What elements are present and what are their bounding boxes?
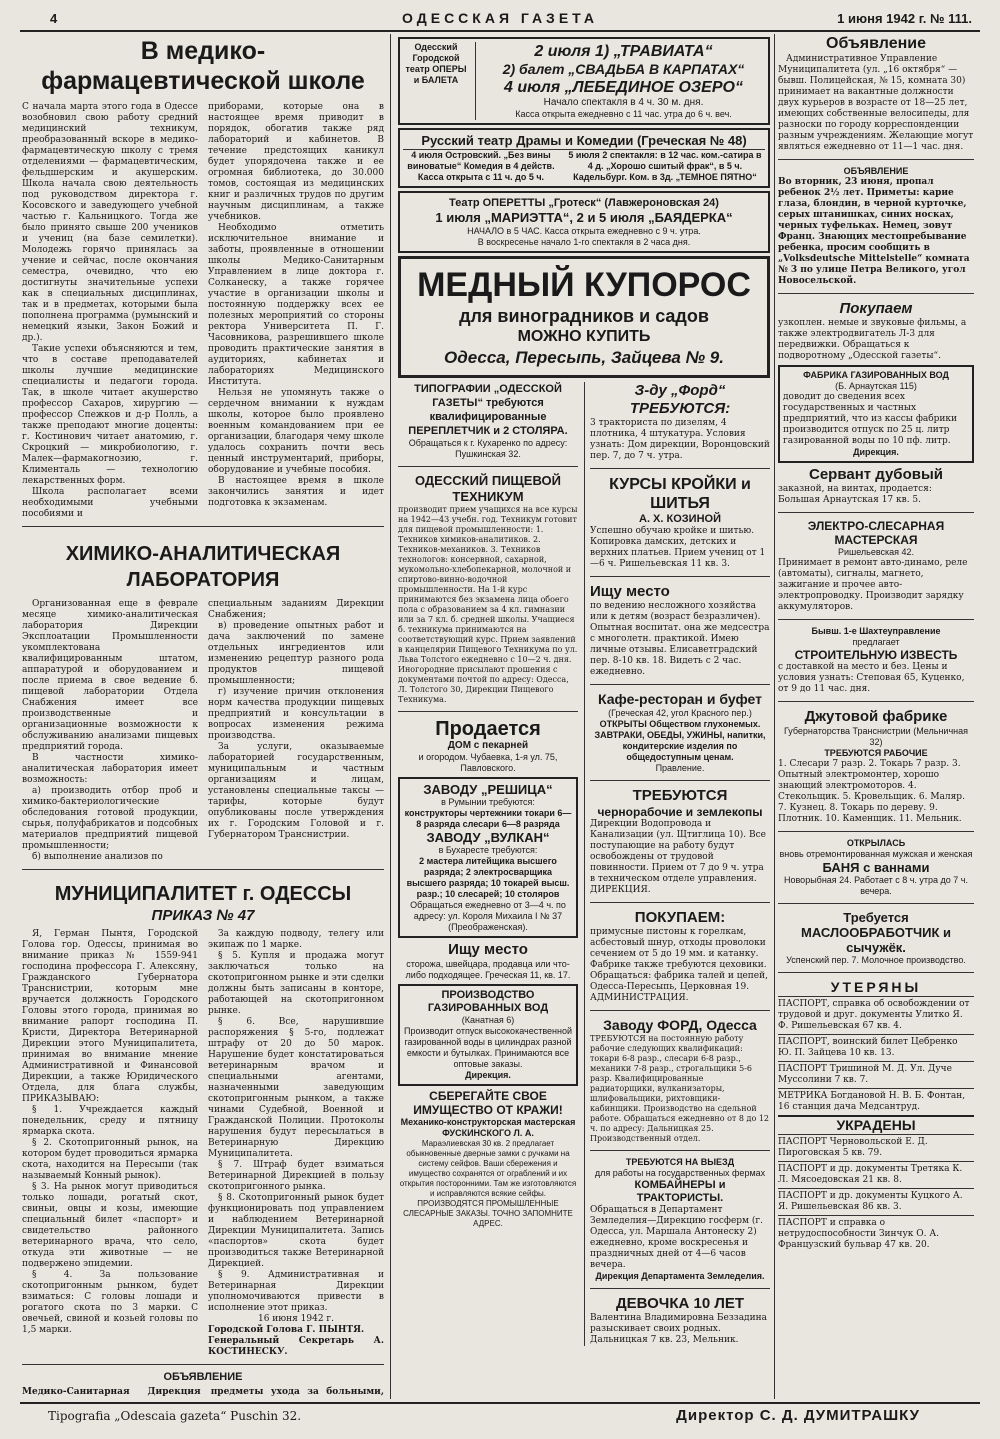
article-text: Необходимо отметить исключительное внимание и заботы, проявленные в отношении школы Медико-Санитарным Управлением в лице доктора г. Солканеску, а также горячее участие в организации школы и постоянную поддержку всех ее полезных мероприятий со стороны ректора Университета П. Г. Часовникова, разрешившего школе проводить практические занятия в аудиториях, кабинетах и лабораториях Медицинского Института. — [208, 223, 384, 387]
ad-sub: в Румынии требуются: — [441, 797, 535, 807]
ad-sub: в Бухаресте требуются: — [438, 845, 538, 855]
ad-title: Джутовой фабрике — [804, 708, 948, 725]
ad-line: 2 июля 1) „ТРАВИАТА“ — [534, 43, 713, 60]
article-title: ХИМИКО-АНАЛИТИЧЕСКАЯ ЛАБОРАТОРИЯ — [65, 543, 341, 591]
section-title: УТЕРЯНЫ — [830, 979, 922, 995]
article-text: За услуги, оказываемые лабораторией государственным, муниципальным и частным организациям и лицам, установлены специальные таксы — тарифы, которые будут опубликованы после утверждения их г. Городским Головой и г. Губернатором Транснистрии. — [208, 742, 384, 840]
article-text: специальным заданиям Дирекции Снабжения; — [208, 599, 384, 620]
ad-sign: Дирекция. — [853, 447, 899, 457]
ad-line: Одесса, Пересыпь, Зайцева № 9. — [444, 348, 724, 367]
article-text: § 2. Скотопригонный рынок, на котором будет проводиться ярмарка скота, находится на Пересыпи (так называемый Конный рынок). — [22, 1138, 198, 1181]
article-text: Медико-Санитарная Дирекция — [22, 1387, 201, 1397]
ad-text: конструкторы чертежники токари 6—8 разряда слесари 6—8 разряда — [404, 808, 572, 829]
ad-title: ТРЕБУЮТСЯ РАБОЧИЕ — [824, 748, 928, 758]
ad-jute-factory — [778, 708, 974, 825]
article-text: С начала марта этого года в Одессе возобновил свою работу средний медицинский техникум, преобразованный вскоре в медико-фармацевтическую школу с тремя отделениями — фармацевтическим, фельдшерским и акушерским. Школа начала свою деятельность под руководством директора г. Косовского и заведующего учебной частью г. Кальницкого. Тогда же было принято свыше 200 учеников и учениц (на базе семилетки). Молодежь горячо принялась за учение и сейчас, после окончания семестра, очевидно, что ею достигнуты значительные успехи как в специальных дисциплинах, так и в предметах, которыми была пополнена программа (румынский и немецкий языки, Закон Божий и др.). — [22, 102, 198, 343]
signature: Генеральный Секретарь А. КОСТИНЕСКУ. — [208, 1336, 384, 1357]
ad-title: ЗАВОДУ „РЕШИЦА“ — [423, 782, 553, 797]
article-text: § 4. За пользование скотопригонным рынком, будет взиматься: С головы лошади и рогатого скота по 3 марки. С овечьей, свиной и козьей головы по 1,5 марки. — [22, 1270, 198, 1335]
article-text: приборами, которые она в настоящее время приводит в порядок, обогатив также ряд лабораторий и кабинетов. В течение предстоящих каникул будет упорядочена также и ее огромная библиотека, до 30.000 томов, состоящая из медицинских книг и различных трудов по другим научным дисциплинам, а также учебников. — [208, 102, 384, 222]
divider — [590, 1288, 770, 1289]
ad-ford-workers — [590, 382, 770, 462]
ad-text: Производит отпуск высококачественной газированной воды в цилиндрах разной емкости и бутылках. Принимаются все оптовые заказы. — [404, 1026, 572, 1069]
ad-job-seek-guard — [398, 941, 578, 981]
ad-text: Обращаться в Департамент Земледелия—Дирекцию госферм (г. Одесса, ул. Маршала Антонеску 2) ежедневно, кроме воскресенья и праздничных дней от 4—6 часов вечера. — [590, 1205, 764, 1270]
ad-sub: чернорабочие и землекопы — [597, 805, 763, 819]
divider — [590, 1010, 770, 1011]
lost-documents — [778, 979, 974, 1115]
article-text: § 3. На рынок могут приводиться только лошади, рогатый скот, свиньи, овцы и козы, имеющие специальный билет «паспорт» и свидетельство районного ветеринарного врача, что село, откуда эти животные — не подвержено эпидемии. — [22, 1182, 198, 1269]
divider — [590, 1150, 770, 1151]
divider — [590, 576, 770, 577]
ad-title: Кафе-ресторан и буфет — [598, 691, 762, 707]
ad-title: Бывш. 1-е Шахтеуправление — [811, 626, 941, 636]
ad-job-seek-nurse — [590, 583, 770, 678]
divider — [778, 831, 974, 832]
ad-title: ЗАВОДУ „ВУЛКАН“ — [426, 830, 550, 845]
list-item: ПАСПОРТ и др. документы Третяка К. Л. Мясоедовская 21 кв. 8. — [778, 1161, 974, 1188]
ad-title: КОМБАЙНЕРЫ и ТРАКТОРИСТЫ. — [634, 1179, 726, 1204]
ad-operetta — [398, 191, 770, 253]
ad-electro-workshop — [778, 519, 974, 613]
ad-title: ТРЕБУЮТСЯ НА ВЫЕЗД — [625, 1157, 735, 1167]
middle-column — [398, 34, 770, 1399]
ad-typography — [398, 382, 578, 460]
article-text: Нельзя не упомянуть также о сердечном внимании к нуждам школы, которое было проявлено военным командованием при ее организации, благодаря чему школе удалось сохранить почти весь ценный инструментарий, приборы, оборудование и учебные пособия. — [208, 388, 384, 475]
ad-title: ОБЪЯВЛЕНИЕ — [843, 166, 909, 176]
ad-text: Успенский пер. 7. Молочное производство. — [786, 955, 966, 965]
ad-title: ОТКРЫЛАСЬ — [846, 838, 906, 848]
ad-drama-theatre — [398, 128, 770, 188]
ad-sub: для работы на государственных фермах — [594, 1168, 766, 1178]
divider — [590, 468, 770, 469]
ad-text: Административное Управление Муниципалитета (ул. „16 октября“ — бывш. Полицейская, № 15, комната 30) принимает на вакантные должности двух курьеров в возрасте от 18—25 лет, имеющих собственные велосипеды, для разноски по городу корреспонденции разным учреждениям. Желающие могут являться ежедневно от 11—1 час. дня. — [778, 54, 974, 152]
divider — [590, 780, 770, 781]
article-title: МУНИЦИПАЛИТЕТ г. ОДЕССЫ — [54, 883, 352, 905]
ad-title: ЭЛЕКТРО-СЛЕСАРНАЯ МАСТЕРСКАЯ — [807, 519, 945, 547]
ad-text: заказной, на винтах, продается: Большая Арнаутская 17 кв. 5. — [778, 484, 932, 505]
ad-text: Дирекции Водопровода и Канализации (ул. Щтиглица 10). Все поступающие на работу будут освобождены от трудовой повинности. Прием от 7 до 9 ч. утра в техническом отделе управления. ДИРЕКЦИЯ. — [590, 819, 766, 895]
ad-text: ОТКРЫТЫ Обществом глухонемых. ЗАВТРАКИ, ОБЕДЫ, УЖИНЫ, напитки, кондитерские изделия по общедоступным ценам. — [594, 719, 766, 762]
article-text: Такие успехи объясняются и тем, что в составе преподавателей школы лучшие медицинские специалисты и педагоги города. Так, в школе читает акушерство профессор Сахаров, хирургию — профессор Спежков и д-р Полль, а также преподают многие доценты: г. Костинович читает анатомию, г. Скроцкий — микробиологию, г. Малек—фармакогнозию, г. Клименталь — технологию лекарственных форм. — [22, 344, 198, 486]
left-column — [22, 34, 384, 1399]
ad-text: 5 июля 2 спектакля: в 12 час. ком.-сатира в 4 д. „Хорошо сшитый фрак“, в 5 ч. Кадельбург. Ком. в 3д. „ТЕМНОЕ ПЯТНО“ — [568, 150, 762, 182]
signature: Городской Голова Г. ПЫНТЯ. — [208, 1325, 365, 1335]
list-item: ПАСПОРТ Тришиной М. Д. Ул. Дуче Муссолини 7 кв. 7. — [778, 1061, 974, 1088]
article-text: б) выполнение анализов по — [32, 852, 163, 862]
article-medical-school — [22, 36, 384, 520]
ad-text: по ведению несложного хозяйства или к детям (возраст безразличен). Опытная воспитат. она же медсестра с многолетн. практикой. Имею личные отзывы. Елисаветградский пер. 8-10 кв. 18. Видеть с 2 час. ежедневно. — [590, 601, 770, 677]
divider — [778, 619, 974, 620]
ad-line: Начало спектакля в 4 ч. 30 м. дня. — [543, 97, 704, 108]
ad-sign: Дирекция. — [465, 1070, 511, 1080]
ad-title: ФАБРИКА ГАЗИРОВАННЫХ ВОД — [803, 370, 949, 380]
ad-text: сторожа, швейцара, продавца или что-либо подходящее. Греческая 11, кв. 17. — [405, 959, 571, 980]
order-number: ПРИКАЗ № 47 — [151, 907, 255, 924]
printer-credit: Tipografia „Odescaia gazeta“ Puschin 32. — [48, 1409, 302, 1423]
divider — [22, 869, 384, 870]
list-item: МЕТРИКА Богдановой Н. В. Б. Фонтан, 16 станция дача Медсантруд. — [778, 1088, 974, 1115]
ad-house-sale — [398, 718, 578, 774]
column-divider — [774, 34, 775, 1399]
ad-sewing-courses — [590, 475, 770, 570]
ad-sub: Ришельевская 42. — [837, 547, 915, 557]
article-text: § 7. Штраф будет взиматься Ветеринарной Дирекцией в пользу скотопригонного рынка. — [208, 1160, 384, 1192]
ad-missing-girl — [590, 1295, 770, 1346]
page-number: 4 — [50, 11, 58, 26]
column-divider — [390, 34, 391, 1399]
ad-soda-factory — [778, 365, 974, 463]
ad-title: СБЕРЕГАЙТЕ СВОЕ ИМУЩЕСТВО ОТ КРАЖИ! — [413, 1089, 563, 1117]
article-text: § 1. Учреждается каждый понедельник, среду и пятницу ярмарка скота. — [22, 1105, 198, 1137]
ad-title: Покупаем — [839, 300, 913, 317]
article-text: § 6. Все, нарушившие распоряжения § 5-го, подлежат штрафу от 20 до 50 марок. Нарушение будет констатироваться ветеринарным врачом и специальными агентами, назначенными заведующим скотопригонным рынком, а также чинами Судебной, Военной и Гражданской Полиции. Протоколы нарушения будут пересылаться в Ветеринарную Дирекцию Муниципалитета. — [208, 1017, 384, 1159]
ad-text: и огородом. Чубаевка, 1-я ул. 75, Павловского. — [418, 752, 558, 773]
footer — [20, 1402, 980, 1432]
ad-title: Театр ОПЕРЕТТЫ „Гротеск“ (Лавжероновская 24) — [449, 197, 719, 209]
ad-copper-sulfate — [398, 256, 770, 378]
ad-title: З-ду „Форд“ ТРЕБУЮТСЯ: — [629, 382, 731, 417]
article-text: § 8. Скотопригонный рынок будет функционировать под управлением и наблюдением Ветеринарной Дирекции Муниципалитета. Запись «паспортов» скота будет производиться также Ветеринарной Дирекцией. — [208, 1193, 384, 1269]
ad-sub: предлагает — [852, 637, 900, 647]
article-text: в) проведение опытных работ и дача заключений по замене отдельных ингредиентов или изменению рецептур разного рода продуктов пищевой промышленности; — [208, 621, 384, 686]
article-text: § 5. Купля и продажа могут заключаться только на скотопригонном рынке и эти сделки должны быть записаны в конторе, работающей на скотопригонном рынке. — [208, 951, 384, 1016]
divider — [22, 1364, 384, 1365]
ad-sub: А. Х. КОЗИНОЙ — [639, 513, 721, 525]
article-title: В медико-фармацевтической школе — [41, 37, 365, 95]
article-title: ОБЪЯВЛЕНИЕ — [163, 1371, 243, 1383]
ad-title: КУРСЫ КРОЙКИ и ШИТЬЯ — [609, 476, 751, 512]
ad-title: Ищу место — [448, 941, 528, 958]
ad-line: 1 июля „МАРИЭТТА“, 2 и 5 июля „БАЯДЕРКА“ — [435, 210, 733, 225]
divider — [22, 526, 384, 527]
ad-text: ТИПОГРАФИИ „ОДЕССКОЙ ГАЗЕТЫ“ требуются квалифицированные ПЕРЕПЛЕТЧИК и 2 СТОЛЯРА. — [408, 383, 568, 437]
ad-title: СТРОИТЕЛЬНУЮ ИЗВЕСТЬ — [794, 648, 958, 662]
article-text: За каждую подводу, телегу или экипаж по 1 марке. — [208, 929, 384, 950]
ad-title: Ищу место — [590, 583, 670, 600]
ad-title: Сервант дубовый — [808, 466, 943, 483]
ad-food-technikum — [398, 473, 578, 705]
list-item: ПАСПОРТ и др. документы Куцкого А. Я. Ришельевская 86 кв. 3. — [778, 1188, 974, 1215]
ad-text: ТРЕБУЮТСЯ на постоянную работу рабочие следующих квалификаций: токари 6-8 разр., слесари 6-8 разр., механики 7-8 разр., строгальщики 5-6 разр. Квалифицированные радиаторщики, вулканизаторы, шлифовальщики, рихтовщики-кабинщики. Производство на сдельной работе. Обращаться ежедневно от 8 до 12 ч. по адресу: Дальницкая 25. Производственный отдел. — [590, 1034, 769, 1143]
ad-text: с доставкой на место и без. Цены и условия узнать: Степовая 65, Куценко, от 9 до 11 час. дня. — [778, 662, 965, 694]
ad-lime — [778, 626, 974, 695]
divider — [590, 684, 770, 685]
article-text: предметы ухода за больными, — [210, 1387, 384, 1397]
ad-ford-factory — [590, 1017, 770, 1144]
right-column — [778, 34, 974, 1399]
ad-line: В воскресенье начало 1-го спектакля в 2 часа дня. — [477, 237, 691, 247]
list-item: ПАСПОРТ, воинский билет Цебренко Ю. П. Зайцева 10 кв. 13. — [778, 1034, 974, 1061]
director-credit: Директор С. Д. ДУМИТРАШКУ — [676, 1407, 920, 1424]
ad-sideboard — [778, 466, 974, 506]
list-item: ПАСПОРТ Черновольской Е. Д. Пироговская 5 кв. 79. — [778, 1134, 974, 1161]
article-text: В частности химико-аналитическая лаборатория имеет возможность: — [22, 753, 198, 785]
ad-text: Во вторник, 23 июня, пропал ребенок 2½ лет. Приметы: карие глаза, блондин, в черной курточке, серых штанишках, синих носках, черных туфельках. Немец, зовут Франц. Знающих местопребывание ребенка, просим сообщить в „Volksdeutsche Mittelstelle“ комната № 3 по улице Петра Великого, угол Новосельской. — [778, 177, 970, 286]
ad-title: ПОКУПАЕМ: — [634, 909, 726, 926]
article-announcement — [22, 1371, 384, 1399]
ad-title: Заводу ФОРД, Одесса — [603, 1017, 757, 1033]
order-date: 16 июня 1942 г. — [257, 1314, 335, 1324]
article-text: Организованная еще в феврале месяце химико-аналитическая лаборатория Дирекции Эксплоатации Промышленности укомплектована квалифицированным штатом, аппаратурой и оборудованием и после приема в свое ведение б. пищевой лаборатории Отдела Снабжения имеет все производственные и организационные возможности к обслуживанию анализами пищевых предприятий города. — [22, 599, 198, 752]
ad-line: МОЖНО КУПИТЬ — [517, 328, 651, 345]
ad-water-workers — [590, 787, 770, 896]
ad-title: БАНЯ с ваннами — [822, 860, 930, 875]
ad-text: Новорыбная 24. Работает с 8 ч. утра до 7 ч. вечера. — [784, 875, 968, 896]
article-municipal-order — [22, 882, 384, 1358]
ad-title: Русский театр Драмы и Комедии (Греческая № 48) — [403, 133, 765, 150]
divider — [778, 293, 974, 294]
article-text: а) производить отбор проб и химико-бактериологические обследования готовой продукции, сырья, полуфабрикатов и подсобных материалов предприятий пищевой промышленности; — [22, 786, 198, 851]
ad-text: примусные пистоны к горелкам, асбестовый шнур, отходы проволоки сечением от 5 до 19 мм. и катанку. Фабрике также требуются цеховики. Обращаться: фабрика талей и цепей, Одесса-Пересыпь, Церковная 19. АДМИНИСТРАЦИЯ. — [590, 927, 768, 1003]
divider — [778, 972, 974, 973]
ad-resita-vulcan — [398, 777, 578, 938]
ad-sign: Правление. — [655, 763, 705, 773]
ad-text: Обращаться к г. Кухаренко по адресу: Пушкинская 32. — [408, 438, 568, 459]
ad-title: ОДЕССКИЙ ПИЩЕВОЙ ТЕХНИКУМ — [414, 473, 561, 504]
article-text: § 9. Административная и Ветеринарная Дирекции уполномочиваются привести в исполнение этот приказ. — [208, 1270, 384, 1313]
ad-title: Требуется МАСЛООБРАБОТЧИК и сычужёк. — [801, 910, 951, 955]
article-text: Школа располагает всеми необходимыми учебными пособиями и — [22, 487, 198, 519]
ad-buying-films — [778, 300, 974, 362]
ad-text: Успешно обучаю кройке и шитью. Копировка дамских, детских и верхних платьев. Прием учениц от 1—6 ч. Ришельевская 11 кв. 3. — [590, 526, 766, 569]
article-text: В настоящее время в школе закончились занятия и идет подготовка к экзаменам. — [208, 476, 384, 508]
ad-sub: вновь отремонтированная мужская и женская — [779, 849, 973, 859]
ad-title: Одесский Городской театр ОПЕРЫ и БАЛЕТА — [405, 42, 467, 85]
ad-sub: Механико-конструкторская мастерская ФУСКИНСКОГО Л. А. — [400, 1117, 576, 1138]
ad-text: 1. Слесари 7 разр. 2. Токарь 7 разр. 3. Опытный электромонтер, хорошо знающий электромоторов. 4. Стекольщик. 5. Кровельщик. 6. Маляр. 7. Кузнец. 8. Токарь по дереву. 9. Плотник. 10. Каменщик. 11. Мельник. — [778, 759, 965, 824]
ad-combine-operators — [590, 1157, 770, 1282]
divider — [778, 159, 974, 160]
newspaper-title: ОДЕССКАЯ ГАЗЕТА — [402, 10, 598, 26]
ad-text: 3 тракториста по дизелям, 4 плотника, 4 штукатура. Условия узнать: Дом дирекции, Воронцовский пер. 7, до 7 ч. утра. — [590, 418, 770, 461]
ad-text: Обращаться ежедневно от 3—4 ч. по адресу: ул. Короля Михаила I № 37 (Преображенская). — [410, 900, 566, 932]
ad-title: ДЕВОЧКА 10 ЛЕТ — [615, 1295, 745, 1312]
divider — [590, 902, 770, 903]
ad-protect-property — [398, 1089, 578, 1229]
ad-title: Продается — [435, 718, 541, 740]
ad-line: 4 июля „ЛЕБЕДИНОЕ ОЗЕРО“ — [504, 79, 743, 96]
article-text: г) изучение причин отклонения норм качества продукции пищевых предприятий и консультации в вопросах изменения режима производства. — [208, 687, 384, 741]
ad-sign: Дирекция Департамента Земледелия. — [595, 1271, 765, 1281]
divider — [778, 512, 974, 513]
ad-sub: (Канатная 6) — [461, 1015, 515, 1025]
ad-missing-child — [778, 166, 974, 287]
ad-opera-theatre — [398, 37, 770, 125]
ad-line: 2) балет „СВАДЬБА В КАРПАТАХ“ — [502, 61, 745, 77]
ad-butter-maker — [778, 910, 974, 966]
ad-text: 2 мастера литейщика высшего разряда; 2 электросварщика высшего разряда; 10 токарей высш. разр.; 10 слесарей; 10 столяров — [406, 856, 570, 899]
section-title: УКРАДЕНЫ — [778, 1115, 974, 1134]
ad-text: 4 июля Островский. „Без вины виноватые“ Комедия в 4 действ. Касса открыта с 11 ч. до 5 ч. — [407, 150, 555, 182]
masthead — [20, 8, 980, 32]
article-chemical-lab — [22, 541, 384, 863]
ad-title: МЕДНЫЙ КУПОРОС — [417, 266, 751, 304]
ad-line: НАЧАЛО в 5 ЧАС. Касса открыта ежедневно с 9 ч. утра. — [467, 226, 701, 236]
ad-couriers — [778, 34, 974, 153]
ad-text: Принимает в ремонт авто-динамо, реле (автоматы), сигналы, магнето, зажигание и прочее авто-электропроводку. Производит зарядку аккумуляторов. — [778, 558, 968, 612]
ad-title: Объявление — [826, 35, 926, 52]
ad-line: для виноградников и садов — [459, 306, 709, 326]
ad-sub: Губернаторства Транснистрии (Мельничная 32) — [784, 726, 968, 747]
ad-cafe — [590, 691, 770, 774]
divider — [778, 701, 974, 702]
ad-sub: ДОМ с пекарней — [447, 740, 529, 751]
divider — [778, 903, 974, 904]
article-text: Я, Герман Пынтя, Городской Голова гор. Одессы, принимая во внимание приказ № 1559-941 господина профессора Г. Алексяну, Гражданского Губернатора Транснистрии, которым мне вручается должность Городского Головы этого города, принимая во внимание рапорт господина П. Кристи, Директора Ветеринарной Дирекции этого Муниципалитета, принимая во внимание мнение Административной и Финансовой Дирекции, а также Юридического Отдела, для блага службы, ПРИКАЗЫВАЮ: — [22, 929, 198, 1104]
issue-date: 1 июня 1942 г. № 111. — [837, 11, 972, 26]
ad-text: производит прием учащихся на все курсы на 1942—43 учебн. год. Техникум готовит для пищевой промышленности: 1. Техников химиков-аналитиков. 2. Техников-механиков. 3. Техников технологов: консервной, сахарной, мукомольно-хлебопекарной, молочной и спиртово-винно-водочной промышленности. На 1-й курс принимаются без экзамена лица обоего пола с образованием за 4 кл. гимназии или за 7 кл. б. средней школы. Учащиеся б. техникума принимаются на соответствующий курс. Прием заявлений в канцелярии Пищевого Техникума по ул. Льва Толстого ежедневно с 10—2 ч. дня. Иногородние присылают прошения с документами почтой по адресу: Одесса, Л. Толстого 30, Дирекции Пищевого Техникума. — [398, 505, 578, 704]
ad-text: Мараэлиевская 30 кв. 2 предлагает обыкновенные дверные замки с ручками на систему сейфов. Ваши сбережения и имущество сохранятся от ограблений и их открытия посторонними. Там же изготовляются и исправляются всякие сейфы. ПРОИЗВОДЯТСЯ ПРОМЫШЛЕННЫЕ СЛЕСАРНЫЕ ЗАКАЗЫ. ТОЧНО ЗАПОМНИТЕ АДРЕС. — [399, 1139, 577, 1228]
ad-sub: (Греческая 42, угол Красного пер.) — [608, 708, 752, 718]
ad-buying — [590, 909, 770, 1004]
ad-text: доводит до сведения всех государственных и частных предприятий, что из кассы фабрики производится отпуск по 25 ц. литр газированной воды по 10 пф. литр. — [783, 392, 958, 446]
stolen-documents — [778, 1115, 974, 1253]
list-item: ПАСПОРТ, справка об освобождении от трудовой и друг. документы Улитко Я. Ф. Ришельевская 67 кв. 4. — [778, 996, 974, 1034]
ad-soda-canatnaya — [398, 984, 578, 1086]
ad-line: Касса открыта ежедневно с 11 час. утра до 6 ч. веч. — [515, 109, 732, 119]
ad-text: узкоплен. немые и звуковые фильмы, а также электродвигатель Л-3 для передвижки. Обращаться к подворотному „Одесской газеты“. — [778, 318, 967, 361]
divider — [398, 711, 578, 712]
divider — [398, 466, 578, 467]
ad-sub: (Б. Арнаутская 115) — [835, 381, 917, 391]
ad-title: ТРЕБУЮТСЯ — [632, 787, 728, 804]
ad-title: ПРОИЗВОДСТВО ГАЗИРОВАННЫХ ВОД — [427, 989, 549, 1014]
list-item: ПАСПОРТ и справка о нетрудоспособности Зинчук О. А. Французский бульвар 47 кв. 20. — [778, 1215, 974, 1253]
ad-bathhouse — [778, 838, 974, 897]
ad-text: Валентина Владимировна Беззадина разыскивает своих родных. Дальницкая 7 кв. 23, Мельник. — [590, 1313, 767, 1345]
